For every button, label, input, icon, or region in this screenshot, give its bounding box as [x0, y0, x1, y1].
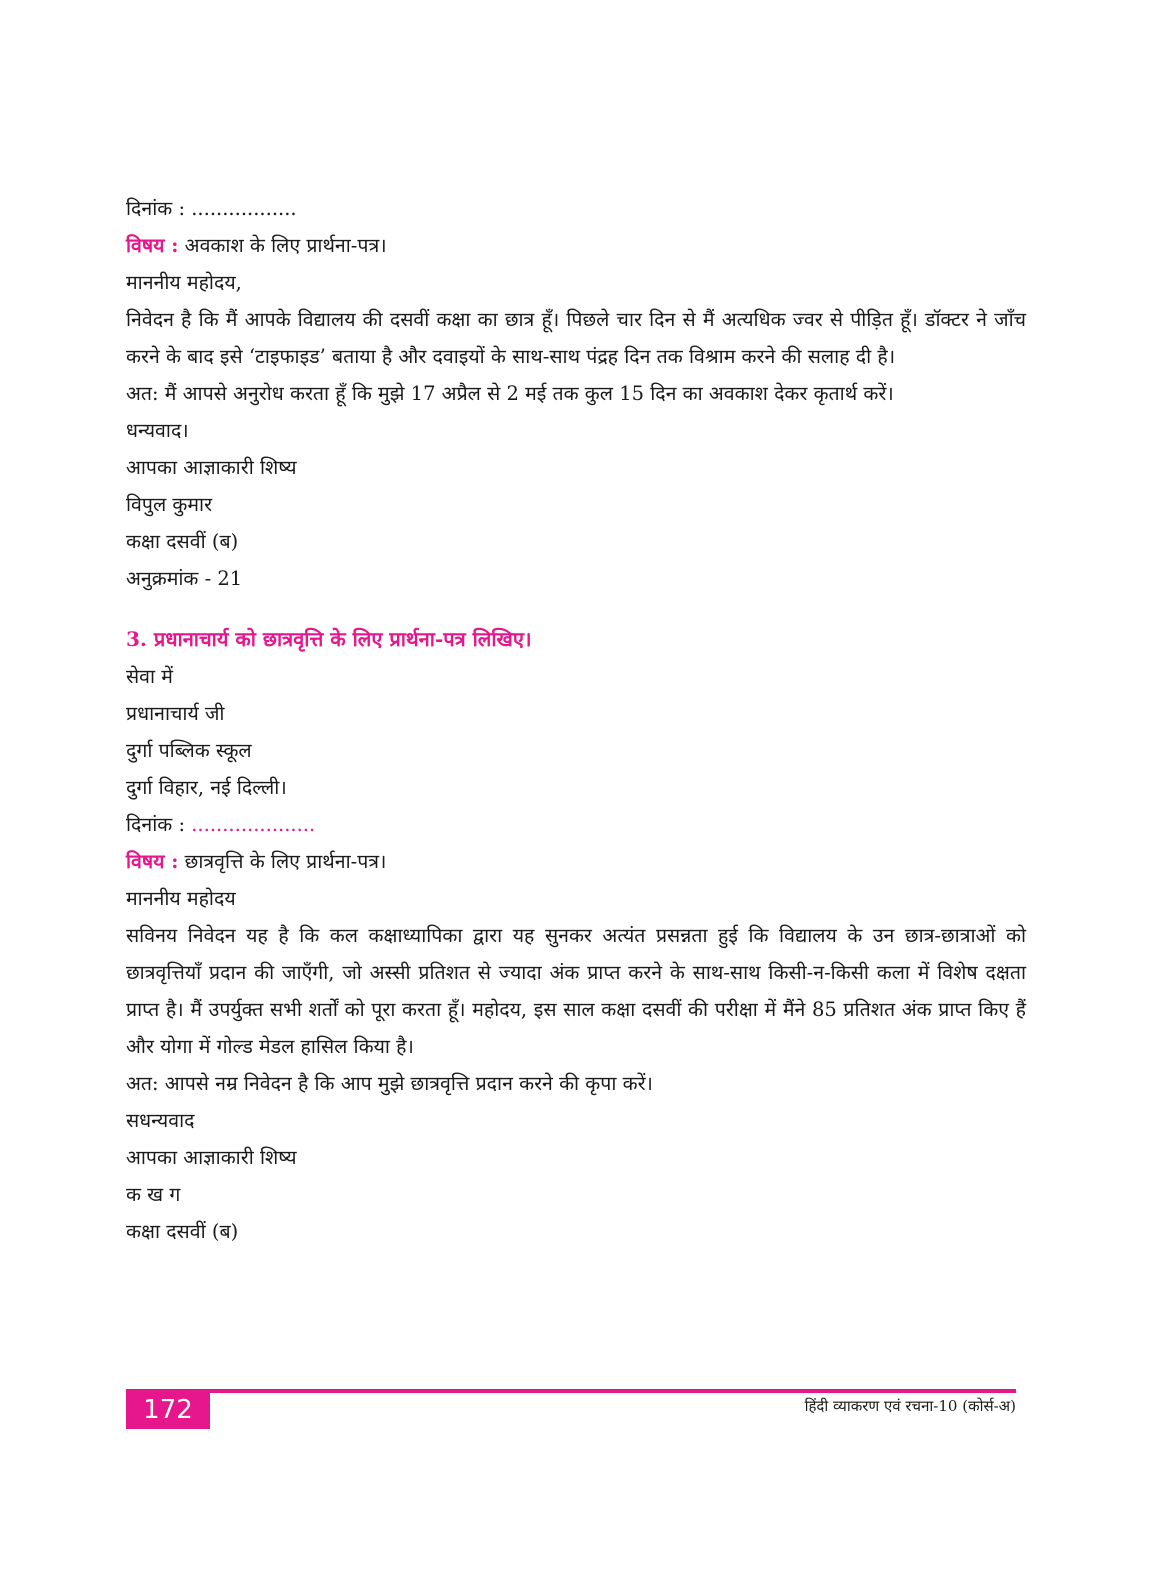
date-line	[126, 806, 1026, 843]
subject-line	[126, 843, 1026, 880]
page-content	[126, 190, 1026, 1250]
thanks-line: सधन्यवाद	[126, 1109, 195, 1132]
salutation: माननीय महोदय	[126, 887, 236, 910]
date-label: दिनांक :	[126, 197, 186, 220]
signer-name: क ख ग	[126, 1183, 181, 1206]
thanks-line: धन्यवाद।	[126, 419, 189, 442]
subject-text: अवकाश के लिए प्रार्थना-पत्र।	[184, 234, 387, 257]
date-line	[126, 190, 1026, 227]
address-line: प्रधानाचार्य जी	[126, 702, 225, 725]
signer-class: कक्षा दसवीं (ब)	[126, 1220, 239, 1243]
date-label: दिनांक :	[126, 813, 186, 836]
date-value: ....................	[191, 813, 316, 836]
subject-label: विषय :	[126, 850, 179, 873]
page-number: 172	[126, 1389, 210, 1429]
address-line: दुर्गा पब्लिक स्कूल	[126, 739, 252, 762]
body-paragraph: निवेदन है कि मैं आपके विद्यालय की दसवीं कक्षा का छात्र हूँ। पिछले चार दिन से मैं अत्यधिक ज्वर से पीड़ित हूँ। डॉक्टर ने जाँच करने के बाद इसे ‘टाइफाइड’ बताया है और दवाइयों के साथ-साथ पंद्रह दिन तक विश्राम करने की सलाह दी है।	[126, 308, 1026, 368]
subject-text: छात्रवृत्ति के लिए प्रार्थना-पत्र।	[184, 850, 387, 873]
subject-line	[126, 227, 1026, 264]
body-paragraph: सविनय निवेदन यह है कि कल कक्षाध्यापिका द्वारा यह सुनकर अत्यंत प्रसन्नता हुई कि विद्यालय के उन छात्र-छात्राओं को छात्रवृत्तियाँ प्रदान की जाएँगी, जो अस्सी प्रतिशत से ज्यादा अंक प्राप्त करने के साथ-साथ किसी-न-किसी कला में विशेष दक्षता प्राप्त है। मैं उपर्युक्त सभी शर्तों को पूरा करता हूँ। महोदय, इस साल कक्षा दसवीं की परीक्षा में मैंने 85 प्रतिशत अंक प्राप्त किए हैं और योगा में गोल्ड मेडल हासिल किया है।	[126, 924, 1026, 1058]
signer-name: विपुल कुमार	[126, 493, 213, 516]
subject-label: विषय :	[126, 234, 179, 257]
closing-line: आपका आज्ञाकारी शिष्य	[126, 1146, 297, 1169]
body-paragraph: अत: मैं आपसे अनुरोध करता हूँ कि मुझे 17 अप्रैल से 2 मई तक कुल 15 दिन का अवकाश देकर कृतार्थ करें।	[126, 382, 894, 405]
body-paragraph: अत: आपसे नम्र निवेदन है कि आप मुझे छात्रवृत्ति प्रदान करने की कृपा करें।	[126, 1072, 653, 1095]
signer-class: कक्षा दसवीं (ब)	[126, 530, 239, 553]
address-line: दुर्गा विहार, नई दिल्ली।	[126, 776, 287, 799]
question-heading: 3. प्रधानाचार्य को छात्रवृत्ति के लिए प्रार्थना-पत्र लिखिए।	[126, 627, 532, 651]
closing-line: आपका आज्ञाकारी शिष्य	[126, 456, 297, 479]
book-title: हिंदी व्याकरण एवं रचना-10 (कोर्स-अ)	[804, 1397, 1016, 1415]
footer-rule	[126, 1389, 1016, 1393]
signer-roll: अनुक्रमांक - 21	[126, 567, 243, 590]
address-line: सेवा में	[126, 665, 173, 688]
salutation: माननीय महोदय,	[126, 271, 242, 294]
date-value: .................	[191, 197, 297, 220]
